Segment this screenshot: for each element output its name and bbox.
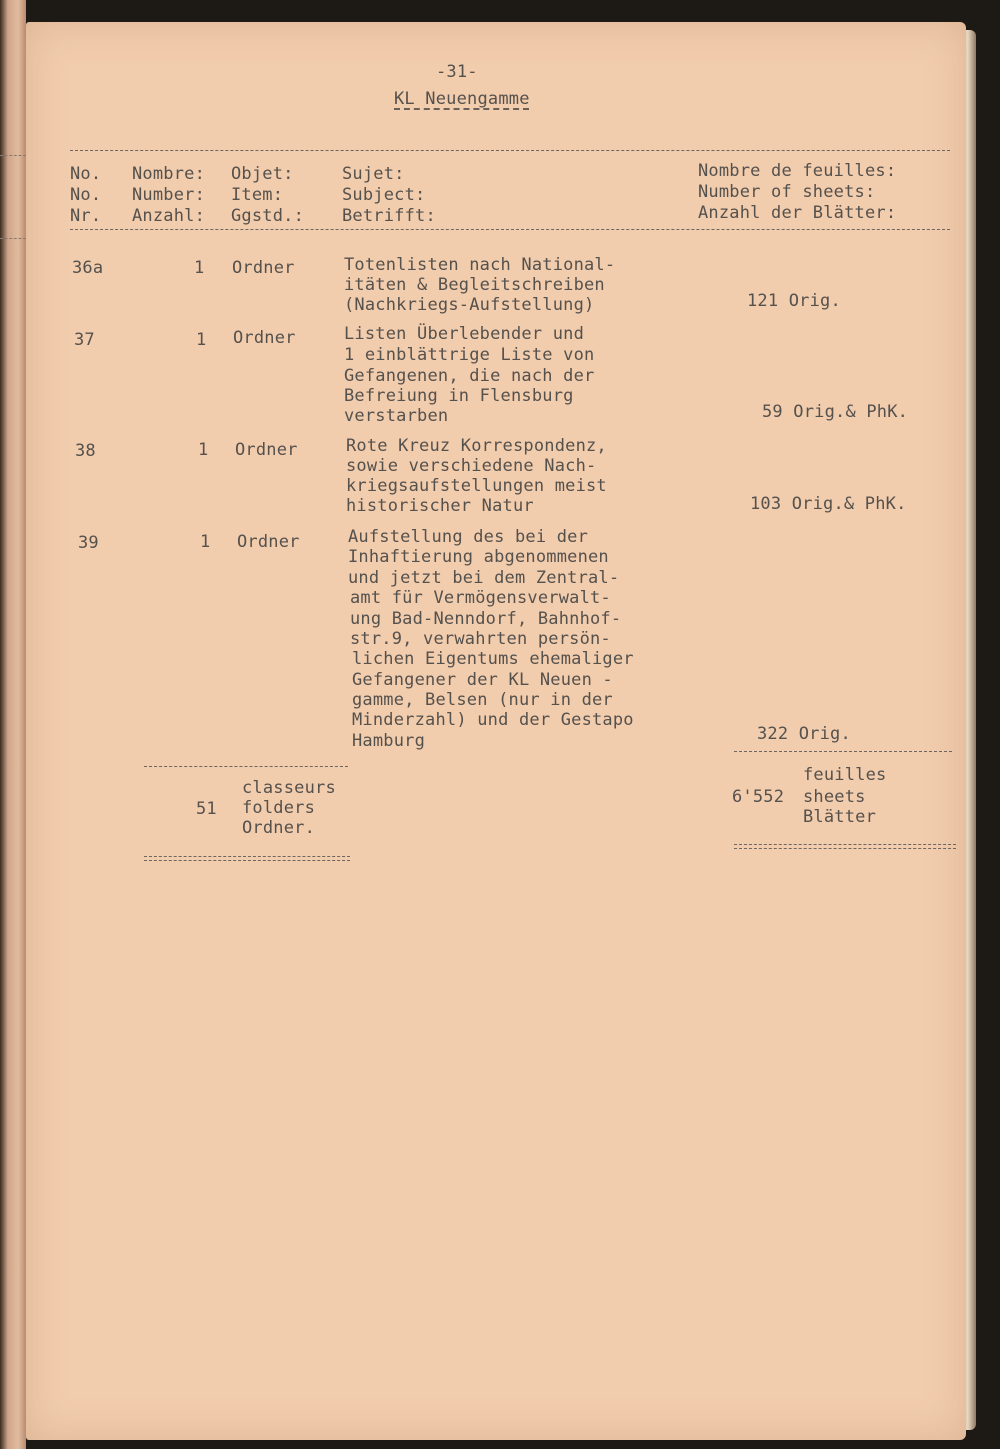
folders-label-fr: classeurs bbox=[242, 778, 336, 798]
row-subject-line: ung Bad-Nenndorf, Bahnhof- bbox=[350, 609, 622, 629]
row-subject-line: sowie verschiedene Nach- bbox=[346, 456, 597, 476]
row-subject-line: verstarben bbox=[344, 406, 449, 426]
row-item: Ordner bbox=[232, 258, 295, 278]
previous-page-edge bbox=[0, 0, 26, 1449]
row-count: 1 bbox=[194, 258, 205, 278]
row-sheets: 59 Orig.& PhK. bbox=[762, 402, 909, 422]
row-subject-line: Befreiung in Flensburg bbox=[344, 386, 574, 406]
header-sheets-de: Anzahl der Blätter: bbox=[698, 203, 897, 223]
row-subject-line: (Nachkriegs-Aufstellung) bbox=[344, 295, 595, 315]
sheets-label-en: sheets bbox=[803, 787, 866, 807]
row-number: 38 bbox=[75, 441, 96, 461]
row-subject-line: lichen Eigentums ehemaliger bbox=[352, 649, 634, 669]
header-sheets-en: Number of sheets: bbox=[698, 182, 876, 202]
header-no-de: Nr. bbox=[70, 206, 102, 226]
row-subject-line: Aufstellung des bei der bbox=[348, 527, 589, 547]
header-no-en: No. bbox=[70, 185, 102, 205]
row-sheets: 103 Orig.& PhK. bbox=[750, 494, 907, 514]
header-count-en: Number: bbox=[132, 185, 206, 205]
row-number: 39 bbox=[78, 533, 99, 553]
folders-total-rule bbox=[144, 766, 348, 767]
sheets-total-rule bbox=[734, 751, 952, 752]
row-number: 36a bbox=[72, 258, 104, 278]
header-no-fr: No. bbox=[70, 164, 102, 184]
header-top-rule bbox=[70, 150, 950, 151]
header-subject-de: Betrifft: bbox=[342, 206, 436, 226]
row-subject-line: Listen Überlebender und bbox=[344, 324, 585, 344]
header-bottom-rule bbox=[70, 229, 950, 230]
row-subject-line: 1 einblättrige Liste von bbox=[344, 345, 595, 365]
header-subject-en: Subject: bbox=[342, 185, 426, 205]
row-subject-line: kriegsaufstellungen meist bbox=[346, 476, 607, 496]
row-subject-line: Totenlisten nach National- bbox=[344, 255, 616, 275]
row-item: Ordner bbox=[237, 532, 300, 552]
document-page bbox=[26, 22, 966, 1440]
row-subject-line: str.9, verwahrten persön- bbox=[350, 629, 611, 649]
row-subject-line: Inhaftierung abgenommenen bbox=[348, 547, 609, 567]
header-count-de: Anzahl: bbox=[132, 206, 206, 226]
header-item-en: Item: bbox=[231, 185, 284, 205]
row-subject-line: Rote Kreuz Korrespondenz, bbox=[346, 436, 607, 456]
row-subject-line: itäten & Begleitschreiben bbox=[344, 275, 605, 295]
folders-total-count: 51 bbox=[196, 799, 217, 819]
row-sheets: 121 Orig. bbox=[747, 291, 841, 311]
folders-label-en: folders bbox=[242, 798, 316, 818]
row-count: 1 bbox=[196, 330, 207, 350]
header-sheets-fr: Nombre de feuilles: bbox=[698, 161, 897, 181]
row-count: 1 bbox=[200, 532, 211, 552]
header-count-fr: Nombre: bbox=[132, 164, 206, 184]
row-subject-line: Gefangenen, die nach der bbox=[344, 366, 595, 386]
row-subject-line: Hamburg bbox=[352, 731, 426, 751]
row-subject-line: und jetzt bei dem Zentral- bbox=[348, 568, 620, 588]
row-subject-line: historischer Natur bbox=[346, 496, 534, 516]
header-item-de: Ggstd.: bbox=[231, 206, 305, 226]
row-number: 37 bbox=[74, 330, 95, 350]
folders-double-rule bbox=[144, 856, 350, 861]
sheets-double-rule bbox=[734, 844, 956, 849]
row-subject-line: amt für Vermögensverwalt- bbox=[350, 588, 611, 608]
row-subject-line: Gefangener der KL Neuen - bbox=[352, 670, 613, 690]
row-sheets: 322 Orig. bbox=[757, 724, 851, 744]
row-subject-line: gamme, Belsen (nur in der bbox=[352, 690, 613, 710]
sheets-label-de: Blätter bbox=[803, 807, 877, 827]
row-item: Ordner bbox=[233, 328, 296, 348]
row-item: Ordner bbox=[235, 440, 298, 460]
row-subject-line: Minderzahl) und der Gestapo bbox=[352, 710, 634, 730]
page-number: -31- bbox=[436, 62, 478, 82]
header-subject-fr: Sujet: bbox=[342, 164, 405, 184]
page-title: KL Neuengamme bbox=[394, 89, 530, 109]
row-count: 1 bbox=[198, 440, 209, 460]
sheets-total-count: 6'552 bbox=[732, 787, 785, 807]
folders-label-de: Ordner. bbox=[242, 818, 316, 838]
sheets-label-fr: feuilles bbox=[803, 765, 887, 785]
header-item-fr: Objet: bbox=[231, 164, 294, 184]
